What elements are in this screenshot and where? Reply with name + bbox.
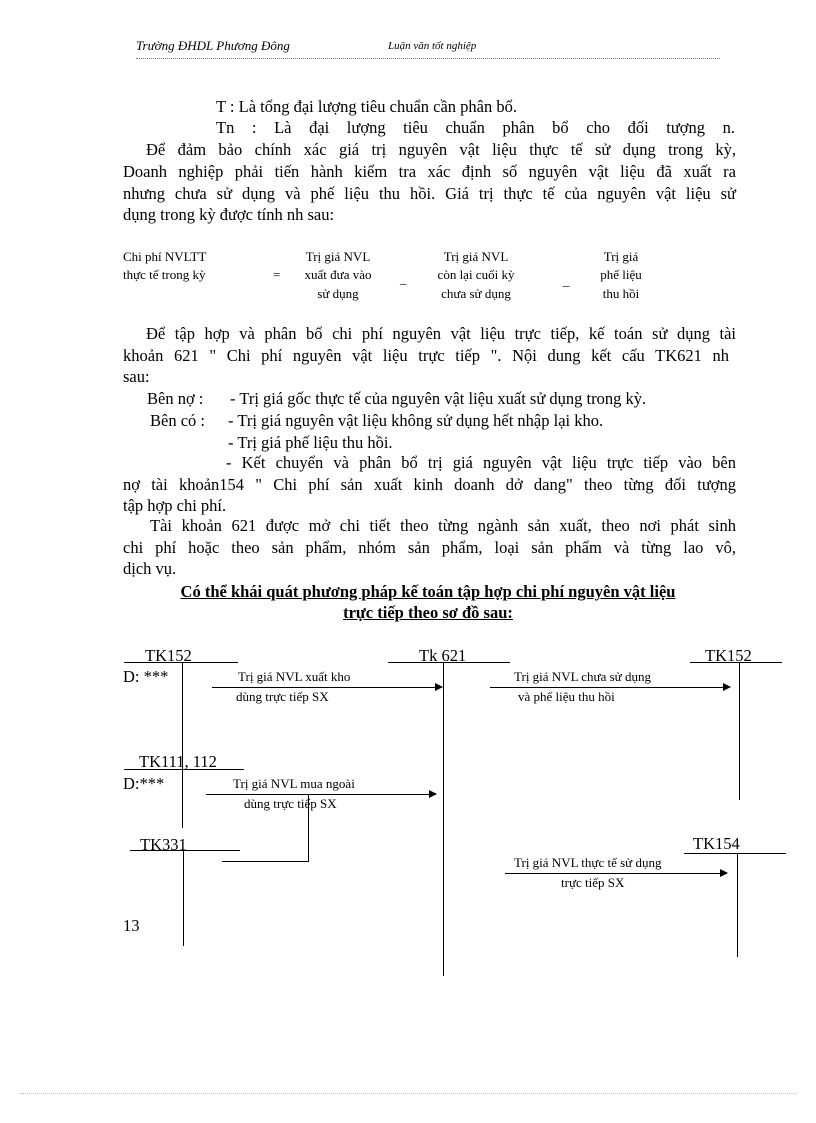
arrow3-branch: [308, 794, 309, 862]
arrow2: [490, 687, 730, 688]
tk111-label: TK111, 112: [139, 752, 217, 771]
credit-item-1: - Trị giá nguyên vật liệu không sử dụng hết nhập lại kho.: [228, 411, 604, 430]
arrow1: [212, 687, 442, 688]
arrow1-label-b: dùng trực tiếp SX: [236, 689, 329, 704]
arrow1-label-a: Trị giá NVL xuất kho: [238, 669, 351, 684]
tk152-left-balance: D: ***: [123, 667, 169, 686]
tk621-top: [388, 662, 510, 663]
arrow3-label-b: dùng trực tiếp SX: [244, 796, 337, 811]
formula-lhs-1: Chi phí NVLTT: [123, 249, 207, 264]
credit-item-3c: tập hợp chi phí.: [123, 496, 227, 515]
tk152-left-label: TK152: [145, 646, 192, 665]
tk111-balance: D:***: [123, 774, 165, 793]
tk154-top: [684, 853, 786, 854]
debit-label: Bên nợ :: [147, 389, 204, 408]
formula-c-3: thu hồi: [602, 286, 640, 301]
formula-lhs-2: thực tế trong kỳ: [123, 267, 206, 282]
tk152-right-top: [690, 662, 782, 663]
tk331-stem: [183, 850, 184, 946]
tk111-top: [124, 769, 244, 770]
tk154-stem: [737, 853, 738, 957]
tk152-right-stem: [739, 662, 740, 800]
arrow2-label-b: và phế liệu thu hồi: [518, 689, 615, 704]
formula-b-1: Trị giá NVL: [443, 249, 509, 264]
para2-line3: sau:: [123, 367, 150, 386]
para1-line1: Để đảm bảo chính xác giá trị nguyên vật liệu thực tế sử dụng trong kỳ,: [146, 140, 736, 159]
para1-line3: nhưng chưa sử dụng và phế liệu thu hồi. Giá trị thực tế của nguyên vật liệu sử: [123, 184, 736, 203]
tk331-label: TK331: [140, 835, 187, 854]
para1-line2: Doanh nghiệp phải tiến hành kiểm tra xác định số nguyên vật liệu đã xuất ra: [123, 162, 736, 181]
credit-item-3: - Kết chuyển và phân bổ trị giá nguyên vật liệu trực tiếp vào bên: [226, 453, 736, 472]
para2-line1: Để tập hợp và phân bổ chi phí nguyên vật liệu trực tiếp, kế toán sử dụng tài: [146, 324, 736, 343]
arrow2-label-a: Trị giá NVL chưa sử dụng: [514, 669, 651, 684]
para1-line4: dụng trong kỳ được tính nh sau:: [123, 205, 335, 224]
tk152-left-stem: [182, 662, 183, 828]
credit-label: Bên có :: [150, 411, 205, 430]
formula-c-1: Trị giá: [603, 249, 639, 264]
para2-line2: khoản 621 " Chi phí nguyên vật liệu trực tiếp ". Nội dung kết cấu TK621 nh: [123, 346, 729, 365]
arrow3-label-a: Trị giá NVL mua ngoài: [233, 776, 355, 791]
formula-b-3: chưa sử dụng: [441, 286, 511, 301]
formula-equals: =: [273, 267, 281, 282]
page-number: 13: [123, 916, 140, 935]
credit-item-3b: nợ tài khoản154 " Chi phí sản xuất kinh doanh dở dang" theo từng đối tượng: [123, 475, 736, 494]
formula-c-2: phế liệu: [600, 267, 642, 282]
footer-rule: [20, 1093, 796, 1094]
tk152-right-label: TK152: [705, 646, 752, 665]
arrow4-label-a: Trị giá NVL thực tế sử dụng: [514, 855, 662, 870]
para3-line1: Tài khoản 621 được mở chi tiết theo từng ngành sản xuất, theo nơi phát sinh: [150, 516, 736, 535]
arrow4-label-b: trực tiếp SX: [561, 875, 625, 890]
arrow3: [206, 794, 436, 795]
def-t: T : Là tổng đại lượng tiêu chuẩn cần phân bổ.: [216, 97, 517, 116]
tk331-top: [130, 850, 240, 851]
arrow4: [505, 873, 727, 874]
diagram-title-line1: Có thể khái quát phương pháp kế toán tập hợp chi phí nguyên vật liệu: [180, 582, 676, 601]
credit-item-2: - Trị giá phế liệu thu hồi.: [228, 433, 393, 452]
header-rule: [136, 58, 720, 59]
tk154-label: TK154: [693, 834, 740, 853]
para3-line3: dịch vụ.: [123, 559, 177, 578]
def-tn: Tn : Là đại lượng tiêu chuẩn phân bổ cho đối tượng n.: [216, 118, 735, 137]
tk152-left-top: [124, 662, 238, 663]
tk621-stem: [443, 662, 444, 976]
formula-minus-1: _: [400, 271, 407, 286]
header-doc-title: Luận văn tốt nghiệp: [388, 40, 477, 52]
formula-a-1: Trị giá NVL: [305, 249, 371, 264]
tk331-connector: [222, 861, 309, 862]
debit-item: - Trị giá gốc thực tế của nguyên vật liệu xuất sử dụng trong kỳ.: [230, 389, 647, 408]
formula-a-2: xuất đưa vào: [304, 267, 372, 282]
para3-line2: chi phí hoặc theo sản phẩm, nhóm sản phẩm, loại sản phẩm và từng lao vô,: [123, 538, 736, 557]
tk621-label: Tk 621: [419, 646, 467, 665]
formula-minus-2: _: [563, 273, 570, 288]
header-school: Trường ĐHDL Phương Đông: [136, 38, 290, 53]
diagram-title-line2: trực tiếp theo sơ đồ sau:: [343, 603, 513, 622]
formula-b-2: còn lại cuối kỳ: [437, 267, 515, 282]
formula-a-3: sử dụng: [317, 286, 359, 301]
